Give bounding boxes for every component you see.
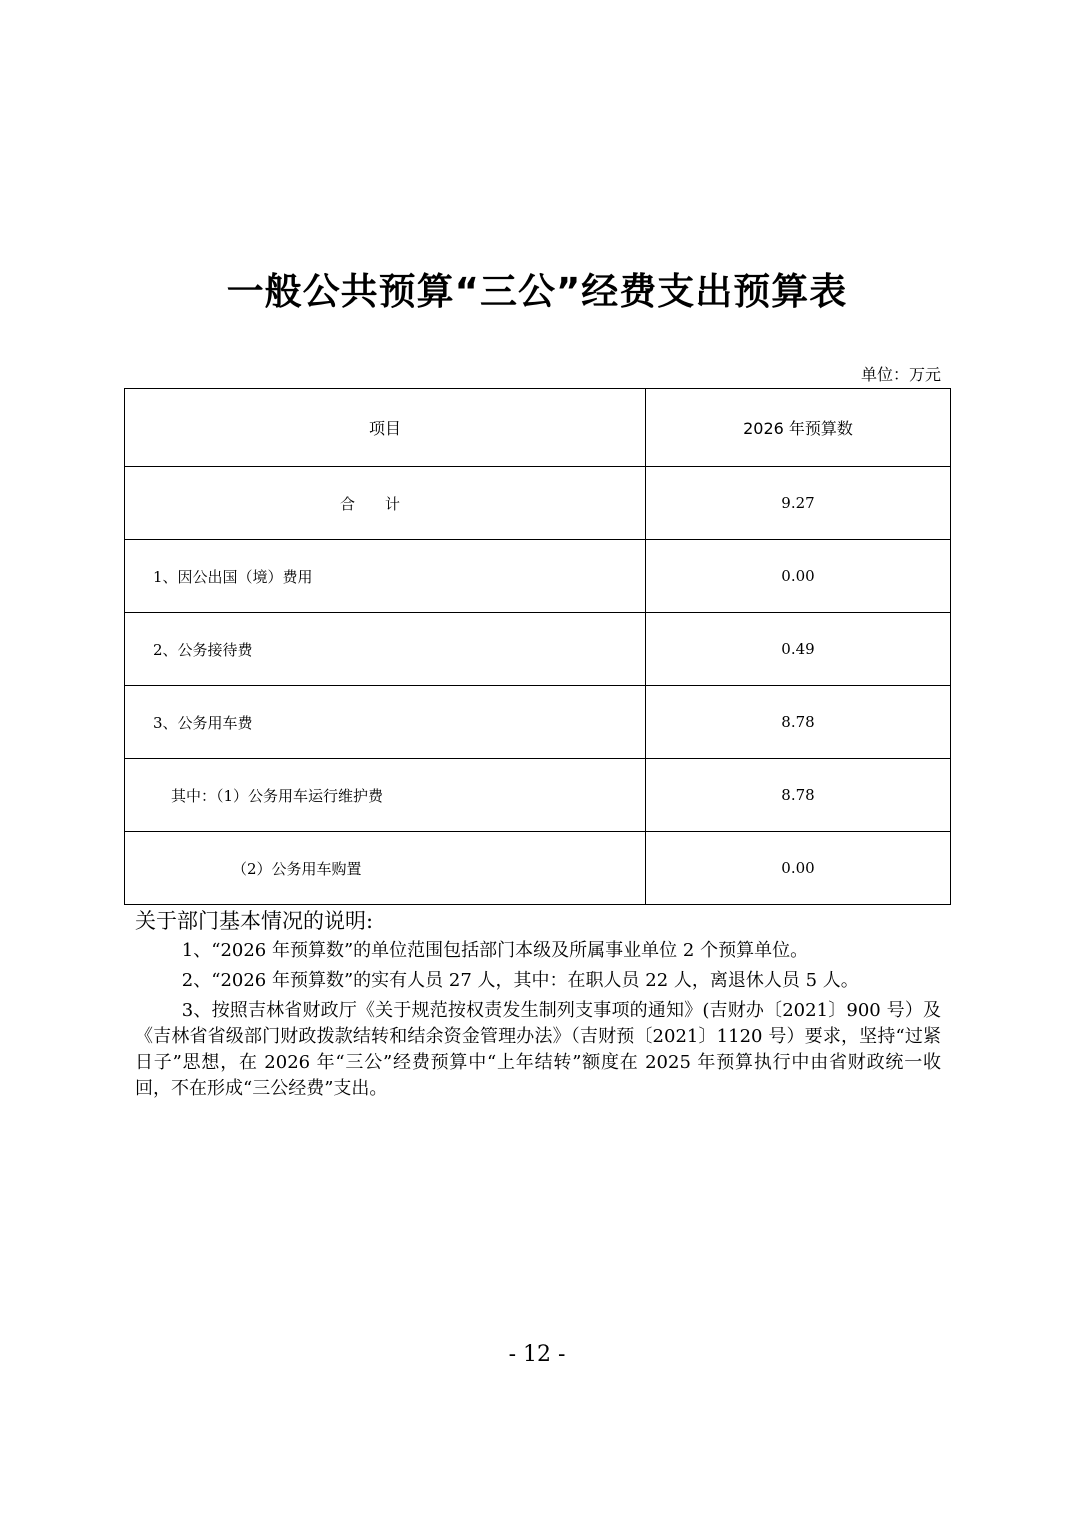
table-row	[125, 686, 951, 759]
page-number: - 12 -	[508, 1342, 566, 1367]
row-value-overseas: 0.00	[646, 540, 951, 613]
notes-paragraph-2: 2、“2026 年预算数”的实有人员 27 人，其中：在职人员 22 人，离退休人员 5 人。	[181, 970, 859, 991]
table-header-row	[125, 389, 951, 467]
document-title: 一般公共预算“三公”经费支出预算表	[226, 270, 848, 313]
notes-paragraph-3: 3、按照吉林省财政厅《关于规范按权责发生制列支事项的通知》(吉财办〔2021〕900 号）及《吉林省省级部门财政拨款结转和结余资金管理办法》（吉财预〔2021〕1120 号）要求，坚持“过紧日子”思想，在 2026 年“三公”经费预算中“上年结转”额度在 2025 年预算执行中由省财政统一收回，不在形成“三公经费”支出。	[135, 1000, 941, 1099]
column-header-budget: 2026 年预算数	[646, 389, 951, 467]
row-item-vehicle-maintenance: 其中：（1）公务用车运行维护费	[125, 759, 646, 832]
row-item-overseas: 1、因公出国（境）费用	[125, 540, 646, 613]
row-value-vehicle-maintenance: 8.78	[646, 759, 951, 832]
table-row	[125, 759, 951, 832]
row-value-total: 9.27	[646, 467, 951, 540]
row-item-vehicle: 3、公务用车费	[125, 686, 646, 759]
table-row	[125, 467, 951, 540]
table-row	[125, 540, 951, 613]
notes-heading: 关于部门基本情况的说明:	[135, 909, 374, 933]
row-value-vehicle-purchase: 0.00	[646, 832, 951, 905]
row-item-vehicle-purchase: （2）公务用车购置	[125, 832, 646, 905]
row-item-total: 合计	[125, 467, 646, 540]
row-value-reception: 0.49	[646, 613, 951, 686]
row-value-vehicle: 8.78	[646, 686, 951, 759]
notes-paragraph-1: 1、“2026 年预算数”的单位范围包括部门本级及所属事业单位 2 个预算单位。	[181, 940, 809, 961]
table-row	[125, 613, 951, 686]
row-item-reception: 2、公务接待费	[125, 613, 646, 686]
table-row	[125, 832, 951, 905]
notes-section	[135, 906, 941, 1106]
budget-table	[124, 388, 951, 905]
column-header-item: 项目	[125, 389, 646, 467]
unit-label: 单位：万元	[860, 365, 941, 384]
